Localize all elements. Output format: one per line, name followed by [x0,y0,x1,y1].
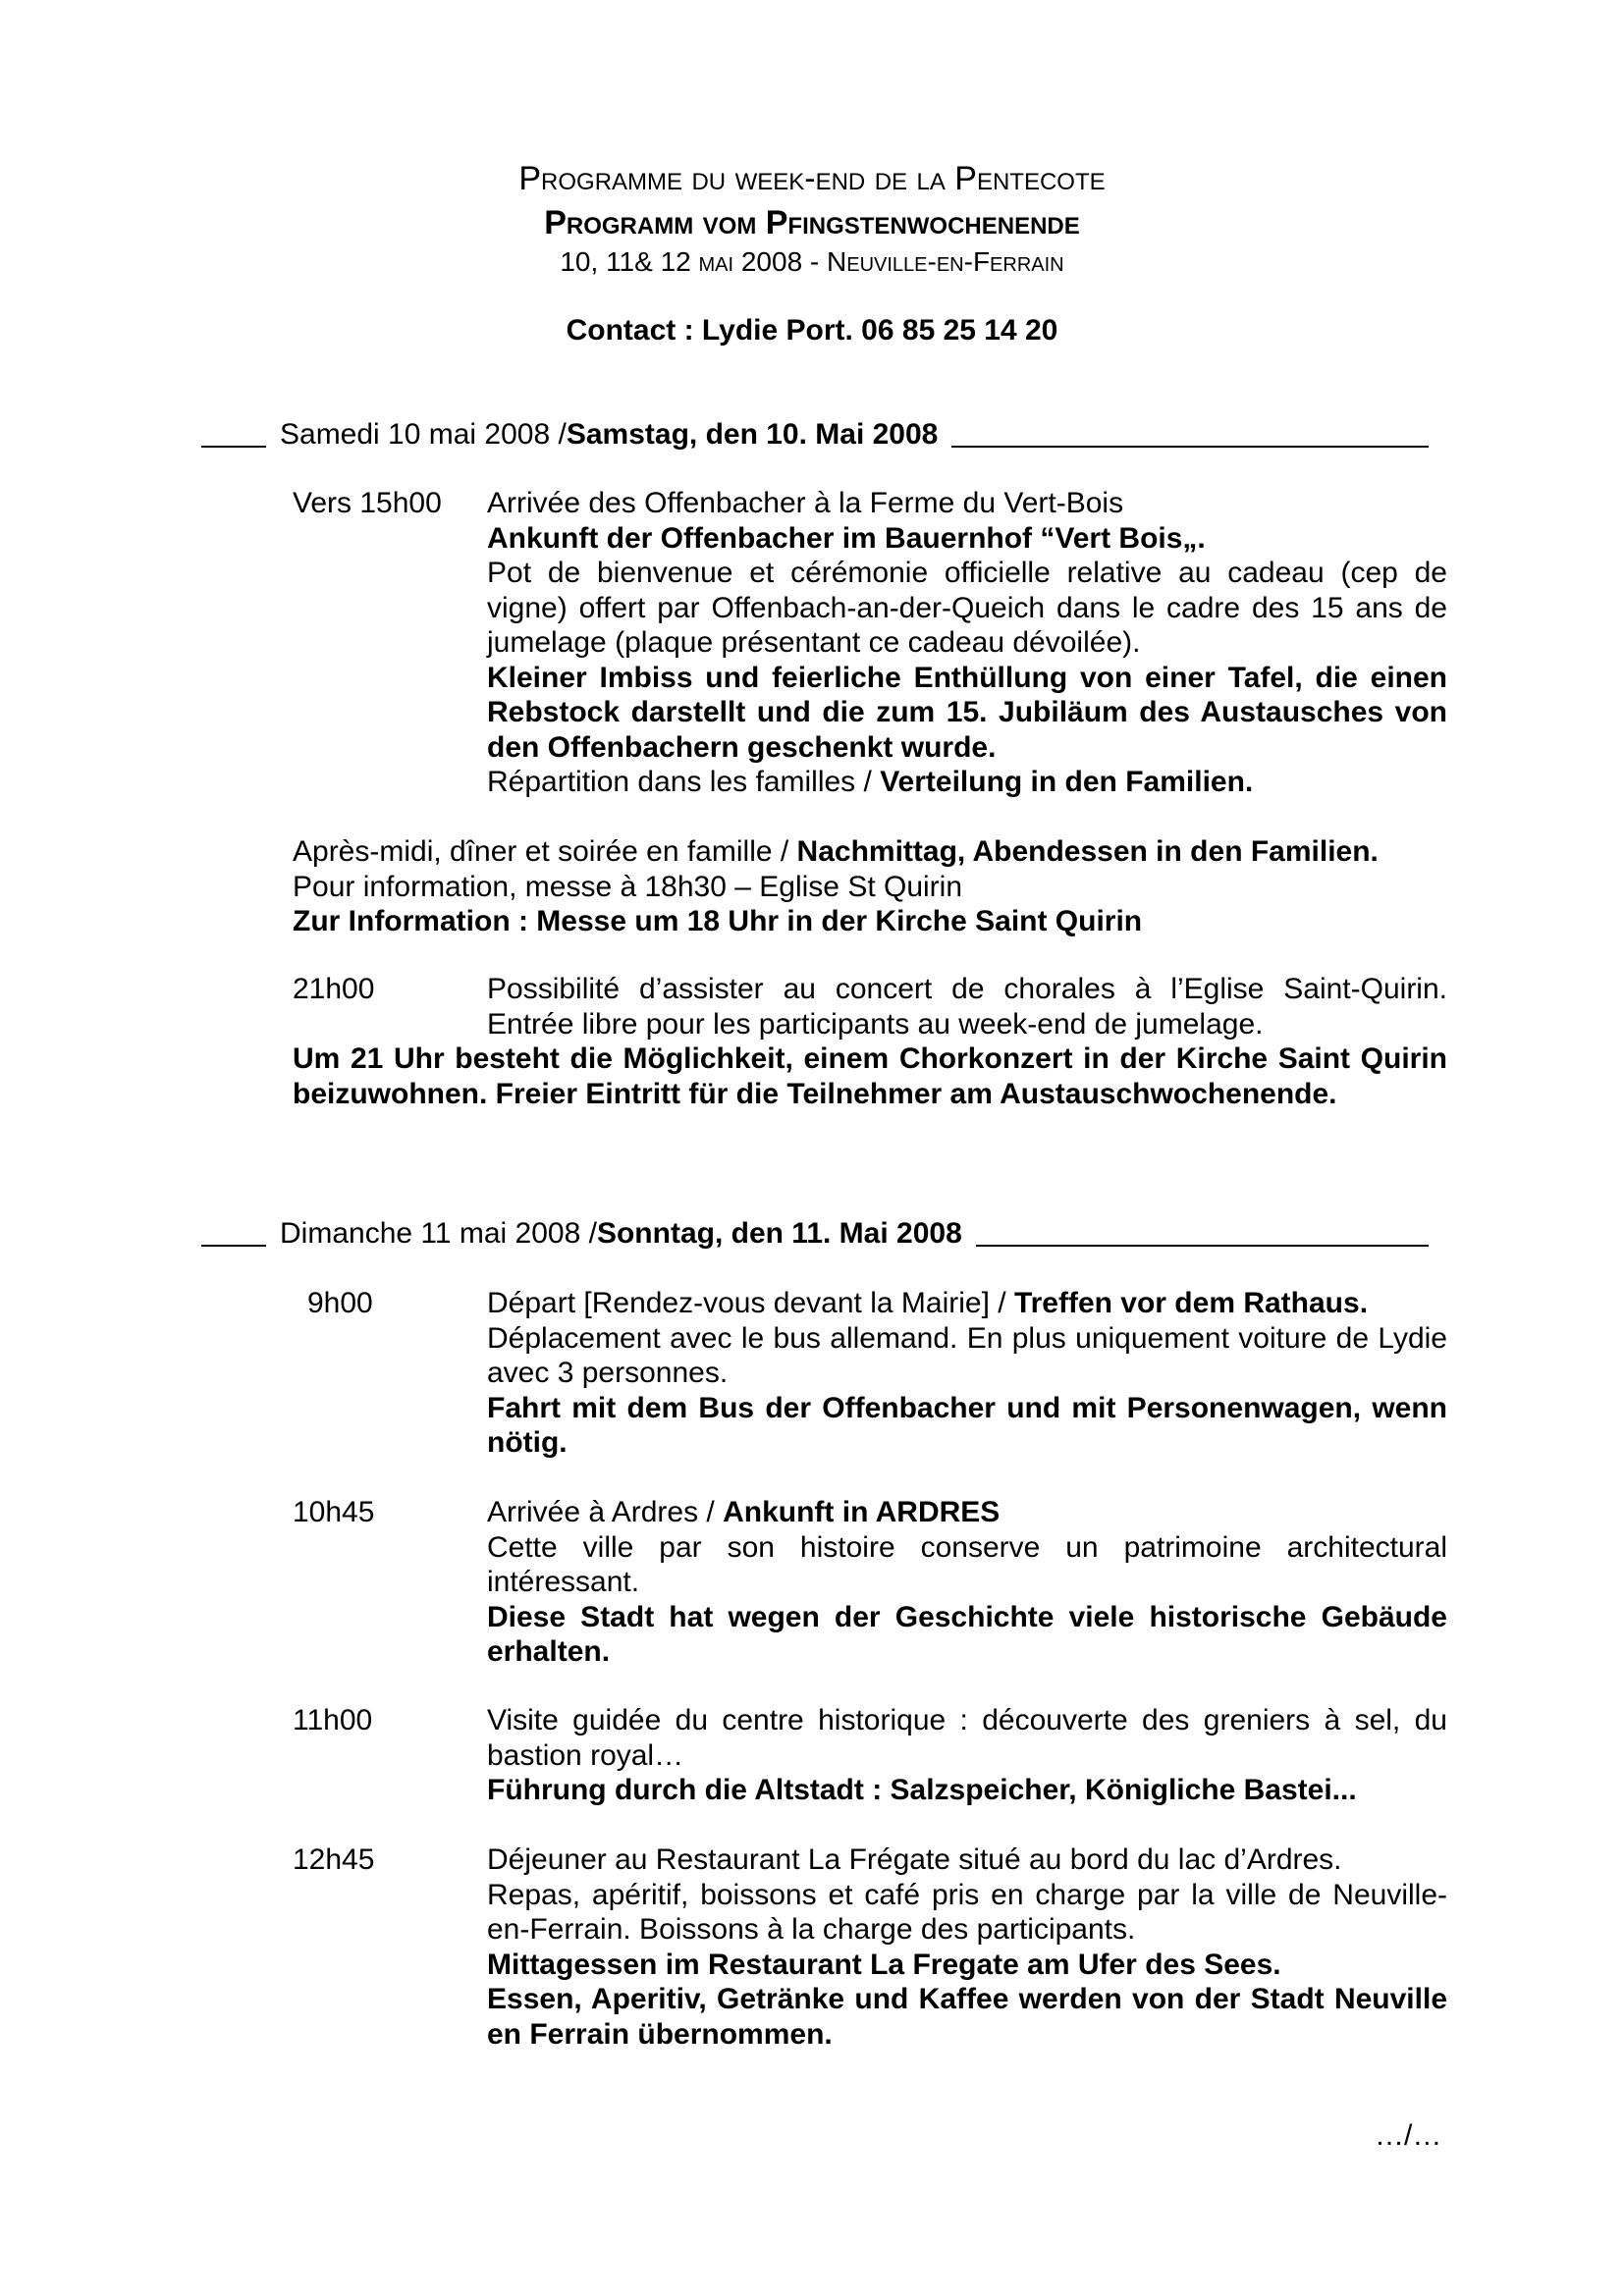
day1-heading: Samedi 10 mai 2008 / Samstag, den 10. Mai 2008 [201,416,1429,454]
event-time: 21h00 [293,973,375,1005]
title-fr: Programme du week-end de la Pentecote [518,160,1106,197]
afternoon-note: Après-midi, dîner et soirée en famille / Nachmittag, Abendessen in den Familien. Pour information, messe à 18h30 – Eglise St Quirin Zur Information : Messe um 18 Uhr in der Kirche Saint Quirin [293,835,1379,937]
dates-line: 10, 11& 12 mai 2008 - Neuville-en-Ferrain [560,246,1064,277]
heading-rule-left [201,446,266,448]
event-time: 12h45 [293,1843,375,1876]
event-time: 11h00 [293,1704,373,1736]
event-time: 9h00 [307,1287,373,1319]
heading-rule-left [201,1245,266,1247]
event-body-de: Um 21 Uhr besteht die Möglichkeit, einem Chorkonzert in der Kirche Saint Quirin beizuwohnen. Freier Eintritt für die Teilnehmer am Austauschwochenende. [293,1042,1447,1110]
contact-line: Contact : Lydie Port. 06 85 25 14 20 [566,314,1058,347]
event-body: Arrivée des Offenbacher à la Ferme du Vert-Bois Ankunft der Offenbacher im Bauernhof “Vert Bois„. Pot de bienvenue et cérémonie officielle relative au cadeau (cep de vigne) offert par Offenbach-an-der-Queich dans le cadre des 15 ans de jumelage (plaque présentant ce cadeau dévoilée). Kleiner Imbiss und feierliche Enthüllung von einer Tafel, die einen Rebstock darstellt und die zum 15. Jubiläum des Austausches von den Offenbachern geschenkt wurde. Répartition dans les familles / Verteilung in den Familien. [487,487,1447,798]
event-body: Arrivée à Ardres / Ankunft in ARDRES Cette ville par son histoire conserve un patrimoine architectural intéressant. Diese Stadt hat wegen der Geschichte viele historische Gebäude erhalten. [487,1496,1447,1668]
day2-heading: Dimanche 11 mai 2008 / Sonntag, den 11. Mai 2008 [201,1215,1429,1253]
event-time: 10h45 [293,1496,375,1528]
event-body: Départ [Rendez-vous devant la Mairie] / Treffen vor dem Rathaus. Déplacement avec le bus allemand. En plus uniquement voiture de Lydie avec 3 personnes. Fahrt mit dem Bus der Offenbacher und mit Personenwagen, wenn nötig. [487,1287,1447,1459]
event-body: Possibilité d’assister au concert de chorales à l’Eglise Saint-Quirin. Entrée libre pour les participants au week-end de jumelage. [487,973,1447,1041]
continuation-mark: …/… [1375,2119,1442,2152]
event-body: Visite guidée du centre historique : découverte des greniers à sel, du bastion royal… Führung durch die Altstadt : Salzspeicher, Königliche Bastei... [487,1704,1447,1806]
title-de: Programm vom Pfingstenwochenende [544,204,1080,241]
event-time: Vers 15h00 [293,487,442,519]
heading-rule-right [976,1245,1429,1247]
heading-rule-right [951,446,1429,448]
event-body: Déjeuner au Restaurant La Frégate situé au bord du lac d’Ardres. Repas, apéritif, boissons et café pris en charge par la ville de Neuville-en-Ferrain. Boissons à la charge des participants. Mittagessen im Restaurant La Fregate am Ufer des Sees. Essen, Aperitiv, Getränke und Kaffee werden von der Stadt Neuville en Ferrain übernommen. [487,1843,1447,2051]
